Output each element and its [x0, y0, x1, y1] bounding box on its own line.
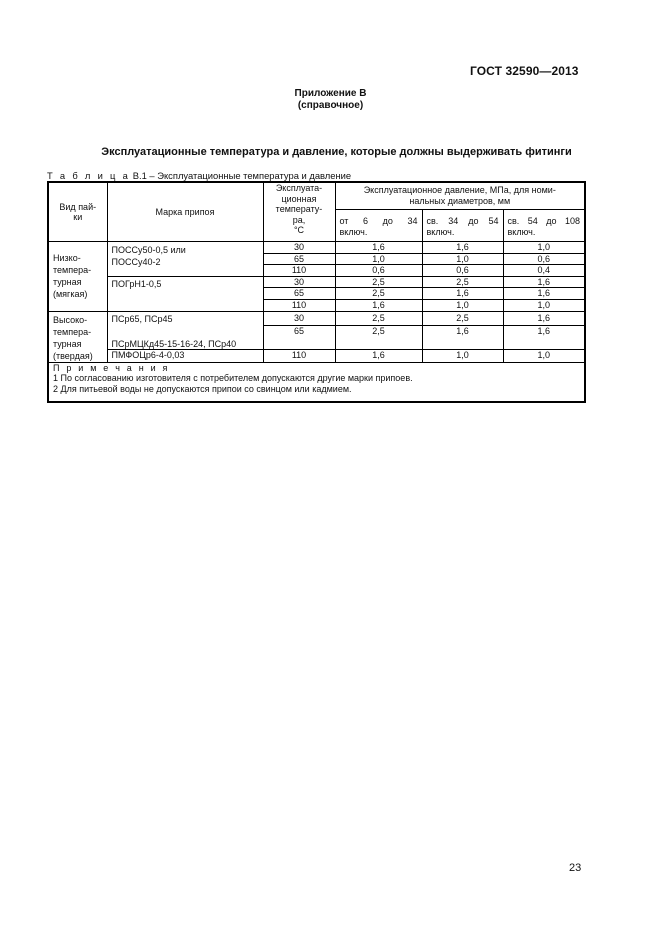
pressure-cell: 1,0 [422, 253, 503, 265]
temp-cell: 65 [263, 253, 335, 265]
standard-number: ГОСТ 32590—2013 [470, 64, 579, 78]
pressure-cell: 0,6 [503, 253, 585, 265]
header-diameter-2 [422, 210, 503, 242]
table-header-row-1 [48, 182, 585, 210]
brand-text: ПОССу40-2 [111, 257, 161, 267]
header-text: ционная [281, 193, 317, 204]
header-diameter-3 [503, 210, 585, 242]
temp-cell: 110 [263, 350, 335, 362]
header-solder-brand: Марка припоя [107, 182, 263, 242]
type-text: (мягкая) [53, 289, 88, 299]
table-caption [47, 170, 351, 181]
pressure-cell: 1,0 [422, 299, 503, 311]
solder-type-low [48, 242, 107, 312]
notes-row [48, 362, 585, 402]
appendix-subtitle: (справочное) [297, 100, 364, 111]
pressure-temperature-table [47, 181, 586, 403]
pressure-cell: 0,6 [335, 265, 422, 277]
temp-cell: 110 [263, 265, 335, 277]
pressure-cell: 1,6 [422, 288, 503, 300]
temp-cell: 30 [263, 276, 335, 288]
header-pressure-group [335, 182, 585, 210]
pressure-cell: 1,6 [503, 311, 585, 326]
pressure-cell: 2,5 [335, 326, 422, 350]
table-row [48, 311, 585, 326]
header-text: ки [73, 212, 83, 222]
pressure-cell: 2,5 [335, 311, 422, 326]
header-text: включ. [339, 226, 368, 237]
temp-cell: 65 [263, 326, 335, 350]
temp-cell: 65 [263, 288, 335, 300]
type-text: Низко- [53, 253, 81, 263]
header-text: Эксплуата- [275, 183, 323, 193]
pressure-cell: 1,6 [503, 288, 585, 300]
pressure-cell: 0,4 [503, 265, 585, 277]
header-text: св. 34 до 54 [426, 216, 499, 226]
notes-cell [48, 362, 585, 402]
type-text: темпера- [53, 326, 92, 337]
pressure-cell: 1,6 [422, 326, 503, 350]
header-temperature [263, 182, 335, 242]
pressure-cell: 1,6 [335, 299, 422, 311]
header-text: св. 54 до 108 [507, 216, 581, 226]
notes-title: П р и м е ч а н и я [53, 362, 170, 373]
type-text: (твердая) [53, 350, 93, 361]
pressure-cell: 1,6 [503, 326, 585, 350]
type-text: турная [53, 338, 82, 349]
note-item: 2 Для питьевой воды не допускаются припои со свинцом или кадмием. [53, 383, 352, 394]
header-text: от 6 до 34 [339, 216, 418, 226]
pressure-cell: 1,0 [503, 299, 585, 311]
pressure-cell: 2,5 [422, 276, 503, 288]
pressure-cell: 1,6 [503, 276, 585, 288]
brand-text: ПОССу50-0,5 или [111, 245, 186, 255]
brand-psrmckd: ПСрМЦКд45-15-16-24, ПСр40 [107, 326, 263, 350]
type-text: турная [53, 277, 82, 287]
pressure-cell: 1,6 [422, 242, 503, 254]
pressure-cell: 1,0 [422, 350, 503, 362]
temp-cell: 110 [263, 299, 335, 311]
table-caption-text: В.1 – Эксплуатационные температура и давление [130, 170, 352, 181]
header-text: Вид пай- [59, 201, 97, 212]
header-text: Эксплуатационное давление, МПа, для номи- [363, 185, 556, 195]
pressure-cell: 2,5 [422, 311, 503, 326]
brand-pmfocr: ПМФОЦр6-4-0,03 [107, 350, 263, 362]
brand-psr65: ПСр65, ПСр45 [107, 311, 263, 326]
solder-type-high [48, 311, 107, 362]
table-row [48, 276, 585, 288]
brand-poss [107, 242, 263, 277]
appendix-heading [0, 88, 661, 112]
header-text: ра, [292, 214, 306, 225]
appendix-title: Приложение В [294, 88, 367, 99]
temp-cell: 30 [263, 311, 335, 326]
header-text: температу- [275, 204, 323, 214]
pressure-cell: 1,0 [335, 253, 422, 265]
pressure-cell: 1,6 [335, 242, 422, 254]
table-row [48, 242, 585, 254]
header-text: включ. [426, 226, 455, 237]
section-title: Эксплуатационные температура и давление, которые должны выдерживать фитинги [101, 146, 572, 158]
pressure-cell: 2,5 [335, 288, 422, 300]
temp-cell: 30 [263, 242, 335, 254]
brand-pogrn: ПОГрН1-0,5 [107, 276, 263, 311]
header-diameter-1 [335, 210, 422, 242]
header-text: °С [293, 225, 305, 235]
pressure-cell: 0,6 [422, 265, 503, 277]
note-item: 1 По согласованию изготовителя с потребителем допускаются другие марки припоев. [53, 373, 413, 383]
page-number: 23 [569, 862, 582, 874]
header-text: включ. [507, 226, 536, 237]
table-row [48, 350, 585, 362]
type-text: Высоко- [53, 314, 88, 325]
header-text: нальных диаметров, мм [409, 195, 511, 206]
table-row [48, 326, 585, 350]
pressure-cell: 1,0 [503, 350, 585, 362]
header-solder-type [48, 182, 107, 242]
pressure-cell: 1,0 [503, 242, 585, 254]
pressure-cell: 1,6 [335, 350, 422, 362]
table-caption-prefix: Т а б л и ц а [47, 170, 131, 181]
pressure-cell: 2,5 [335, 276, 422, 288]
type-text: темпера- [53, 265, 92, 275]
